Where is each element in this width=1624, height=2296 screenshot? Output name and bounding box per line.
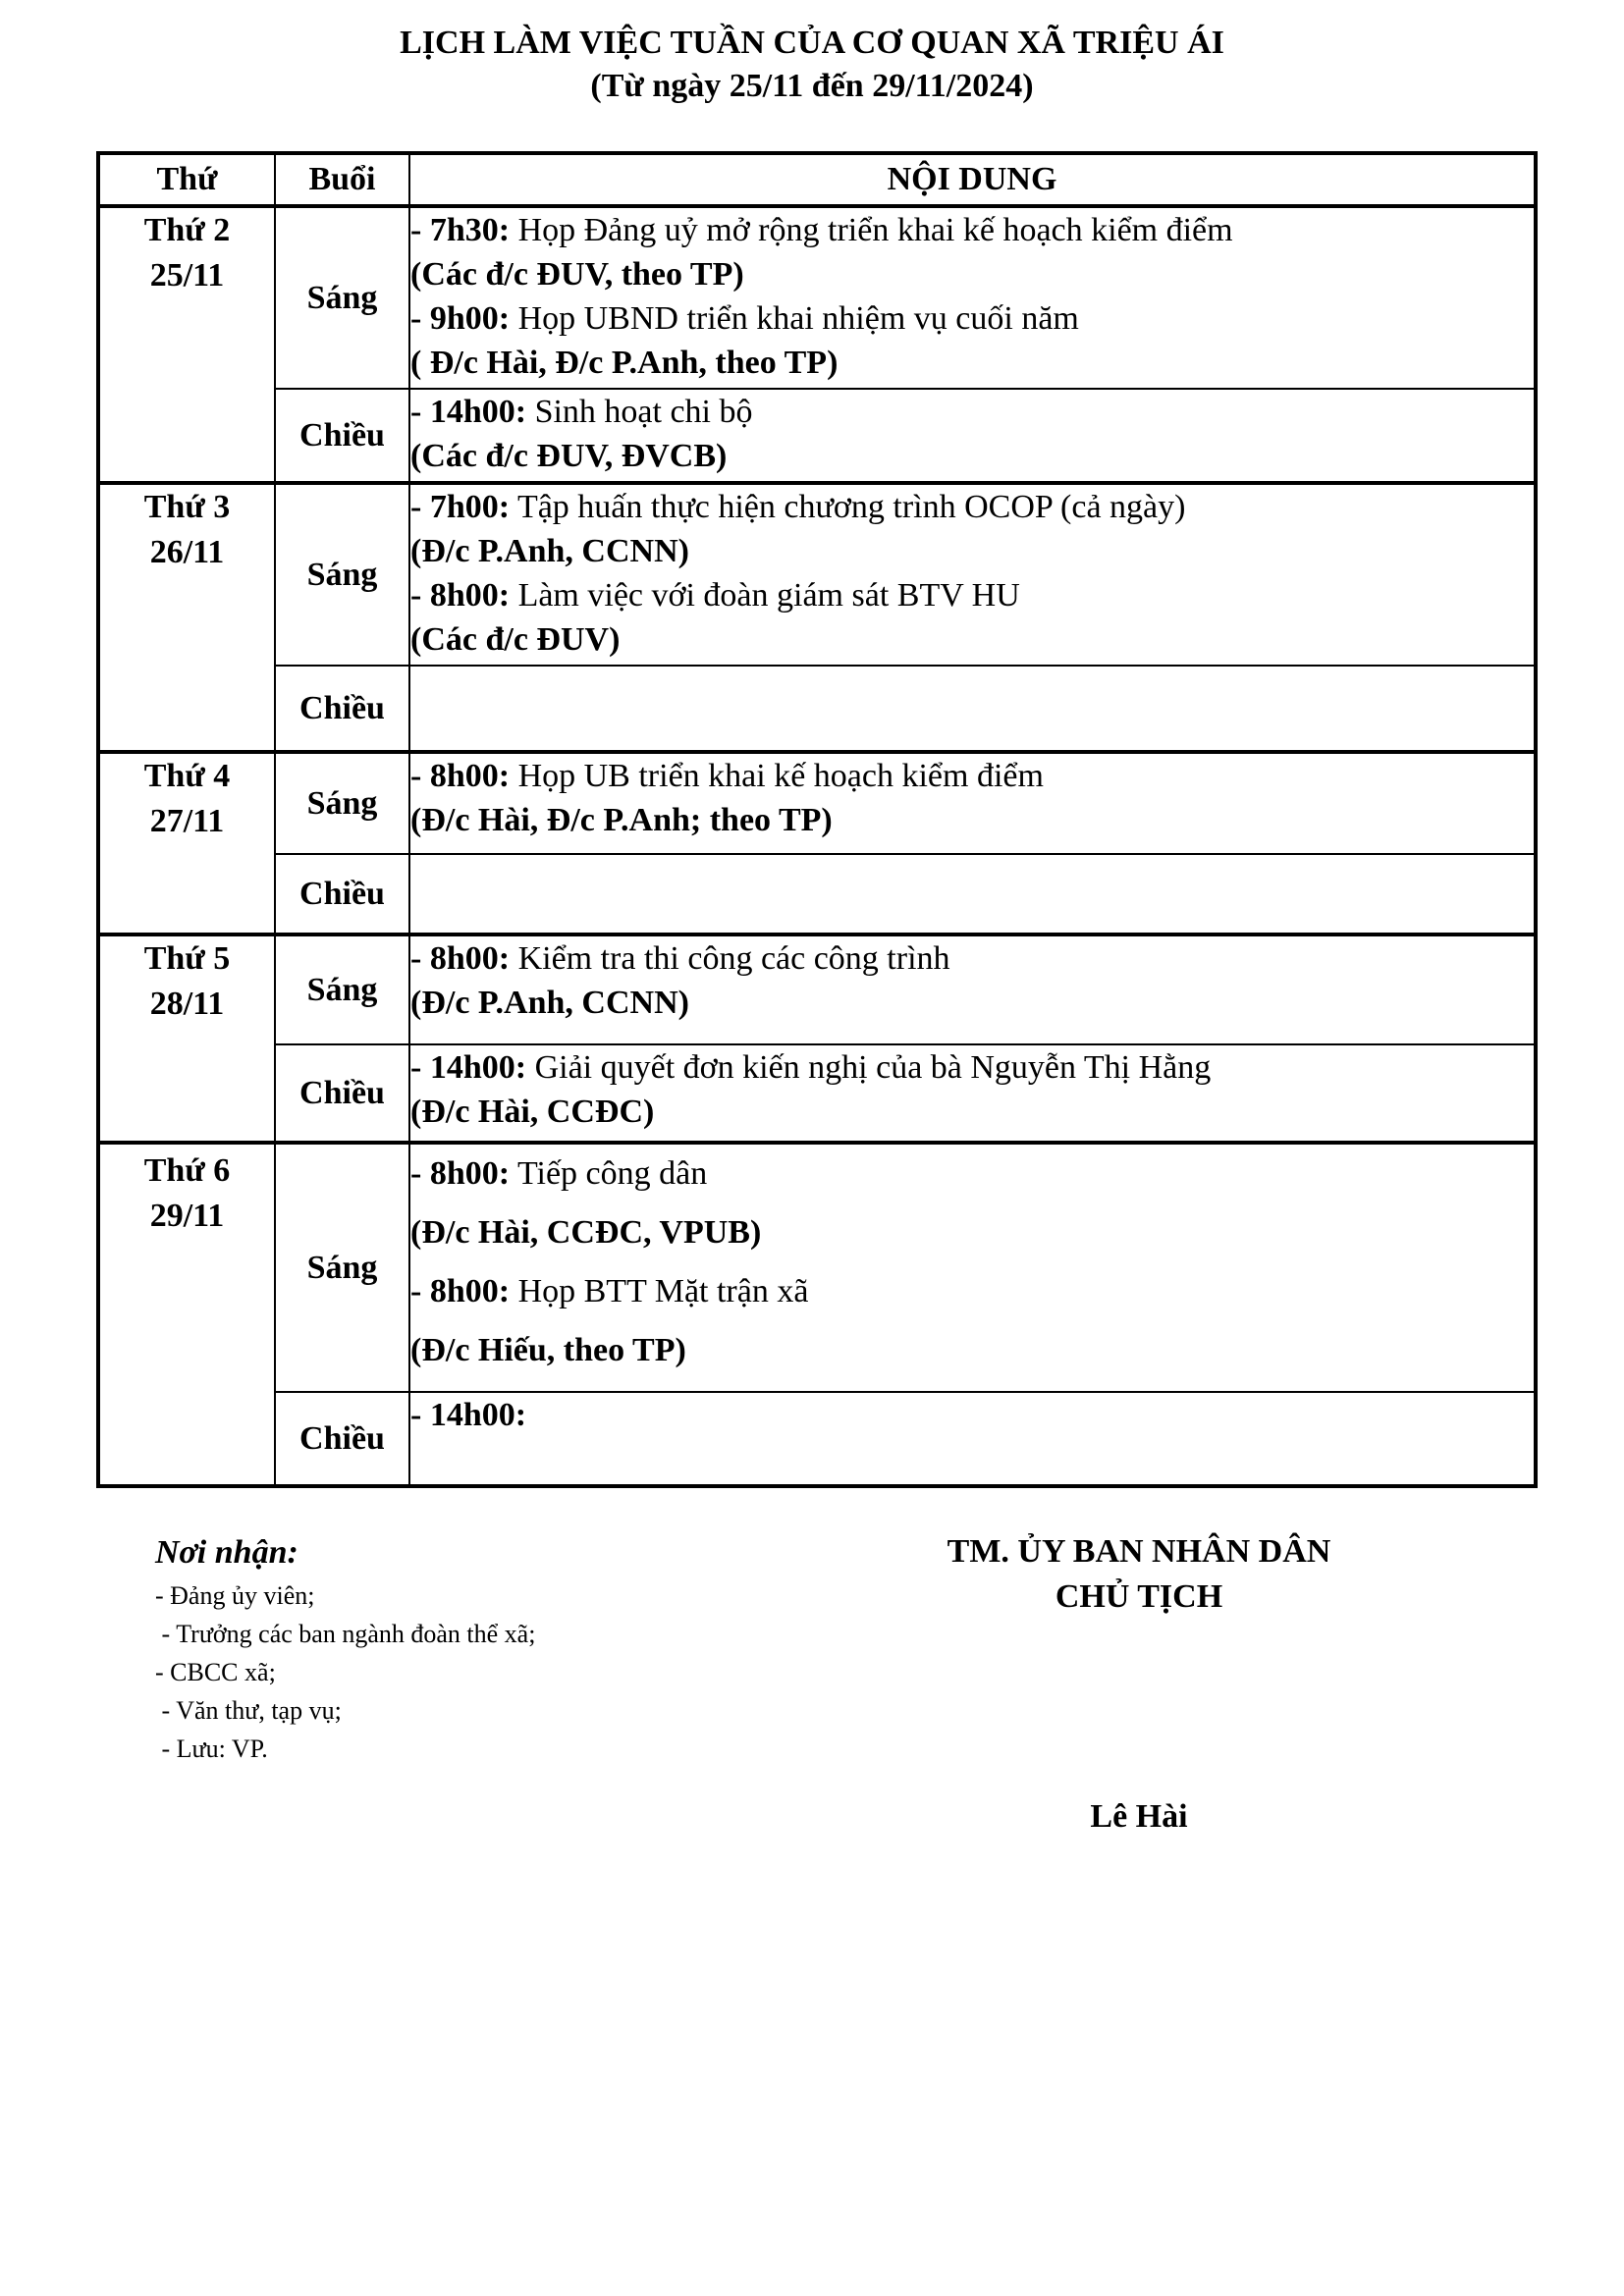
table-row	[98, 854, 1536, 934]
activity-time: - 8h00:	[410, 577, 511, 614]
schedule-table	[96, 151, 1538, 1488]
content-cell	[409, 483, 1536, 666]
content-cell-empty	[409, 854, 1536, 934]
activity-time: - 14h00:	[410, 1397, 527, 1433]
content-cell	[409, 934, 1536, 1044]
table-row	[98, 389, 1536, 483]
content-cell	[409, 752, 1536, 854]
recipients-title: Nơi nhận:	[155, 1534, 298, 1571]
activity-text: Kiểm tra thi công các công trình	[510, 940, 950, 977]
activity-participants: (Đ/c Hiếu, theo TP)	[410, 1332, 686, 1368]
activity-line	[410, 208, 1534, 252]
signature-org: TM. ỦY BAN NHÂN DÂN	[947, 1533, 1331, 1570]
session-cell: Chiều	[275, 666, 409, 752]
activity-text: Họp UBND triển khai nhiệm vụ cuối năm	[510, 300, 1079, 337]
activity-line	[410, 390, 1534, 434]
content-cell-empty	[409, 666, 1536, 752]
table-row	[98, 1044, 1536, 1143]
session-cell: Chiều	[275, 1392, 409, 1486]
day-cell	[98, 752, 275, 934]
activity-line	[410, 1045, 1534, 1090]
activity-text: Họp Đảng uỷ mở rộng triển khai kế hoạch kiểm điểm	[510, 212, 1233, 248]
activity-time: - 14h00:	[410, 1049, 527, 1086]
table-row	[98, 206, 1536, 389]
recipient-item: - Đảng ủy viên;	[155, 1581, 315, 1610]
table-row	[98, 1392, 1536, 1486]
signature-name: Lê Hài	[1090, 1798, 1188, 1835]
activity-line	[410, 754, 1534, 798]
activity-line	[410, 1393, 1534, 1437]
activity-time: - 8h00:	[410, 1155, 511, 1192]
content-cell	[409, 1044, 1536, 1143]
recipient-item: - Trưởng các ban ngành đoàn thể xã;	[155, 1620, 536, 1648]
day-cell	[98, 206, 275, 483]
table-row	[98, 1143, 1536, 1392]
day-name: Thứ 5	[143, 940, 231, 977]
day-date: 26/11	[149, 534, 225, 570]
session-cell: Sáng	[275, 206, 409, 389]
activity-text: Sinh hoạt chi bộ	[526, 394, 753, 430]
session-cell: Chiều	[275, 1044, 409, 1143]
activity-time: - 8h00:	[410, 758, 511, 794]
header-session: Buổi	[275, 153, 409, 206]
activity-text: Giải quyết đơn kiến nghị của bà Nguyễn Thị Hằng	[526, 1049, 1212, 1086]
recipient-item: - CBCC xã;	[155, 1658, 276, 1686]
header-day: Thứ	[98, 153, 275, 206]
day-name: Thứ 3	[143, 489, 231, 525]
session-cell: Sáng	[275, 934, 409, 1044]
signature-title: CHỦ TỊCH	[1055, 1578, 1223, 1615]
activity-text: Tiếp công dân	[510, 1155, 708, 1192]
activity-text: Họp BTT Mặt trận xã	[510, 1273, 809, 1309]
activity-participants: ( Đ/c Hài, Đ/c P.Anh, theo TP)	[410, 345, 839, 381]
session-cell: Sáng	[275, 483, 409, 666]
activity-participants: (Đ/c Hài, CCĐC)	[410, 1094, 655, 1130]
table-row	[98, 752, 1536, 854]
recipient-item: - Văn thư, tạp vụ;	[155, 1696, 342, 1725]
activity-participants: (Các đ/c ĐUV, ĐVCB)	[410, 438, 728, 474]
table-row	[98, 483, 1536, 666]
table-row	[98, 666, 1536, 752]
document-date-range: (Từ ngày 25/11 đến 29/11/2024)	[590, 68, 1034, 104]
day-name: Thứ 6	[143, 1152, 231, 1189]
activity-line	[410, 485, 1534, 529]
activity-time: - 8h00:	[410, 940, 511, 977]
activity-time: - 14h00:	[410, 394, 527, 430]
activity-participants: (Đ/c P.Anh, CCNN)	[410, 533, 689, 569]
document-title: LỊCH LÀM VIỆC TUẦN CỦA CƠ QUAN XÃ TRIỆU ÁI	[400, 25, 1224, 61]
activity-line	[410, 1145, 1534, 1203]
activity-participants: (Đ/c P.Anh, CCNN)	[410, 985, 689, 1021]
table-header-row	[98, 153, 1536, 206]
session-cell: Sáng	[275, 1143, 409, 1392]
session-cell: Chiều	[275, 854, 409, 934]
activity-line	[410, 296, 1534, 341]
day-cell	[98, 934, 275, 1143]
header-content: NỘI DUNG	[409, 153, 1536, 206]
day-date: 27/11	[149, 803, 225, 839]
content-cell	[409, 206, 1536, 389]
activity-participants: (Các đ/c ĐUV, theo TP)	[410, 256, 744, 293]
session-cell: Chiều	[275, 389, 409, 483]
activity-time: - 8h00:	[410, 1273, 511, 1309]
recipient-item: - Lưu: VP.	[155, 1735, 268, 1763]
activity-line	[410, 573, 1534, 617]
activity-participants: (Đ/c Hài, Đ/c P.Anh; theo TP)	[410, 802, 833, 838]
content-cell	[409, 389, 1536, 483]
day-date: 25/11	[149, 257, 225, 294]
day-name: Thứ 4	[143, 758, 231, 794]
day-cell	[98, 1143, 275, 1486]
table-row	[98, 934, 1536, 1044]
content-cell	[409, 1143, 1536, 1392]
content-cell	[409, 1392, 1536, 1486]
activity-participants: (Đ/c Hài, CCĐC, VPUB)	[410, 1214, 762, 1251]
activity-time: - 7h00:	[410, 489, 511, 525]
activity-text: Tập huấn thực hiện chương trình OCOP (cả ngày)	[510, 489, 1186, 525]
day-cell	[98, 483, 275, 752]
activity-text: Làm việc với đoàn giám sát BTV HU	[510, 577, 1020, 614]
activity-line	[410, 1262, 1534, 1321]
activity-line	[410, 936, 1534, 981]
recipients-list	[155, 1576, 535, 1768]
day-date: 28/11	[149, 986, 225, 1022]
activity-text: Họp UB triển khai kế hoạch kiểm điểm	[510, 758, 1044, 794]
activity-participants: (Các đ/c ĐUV)	[410, 621, 621, 658]
activity-time: - 9h00:	[410, 300, 511, 337]
day-date: 29/11	[149, 1198, 225, 1234]
session-cell: Sáng	[275, 752, 409, 854]
activity-time: - 7h30:	[410, 212, 511, 248]
day-name: Thứ 2	[143, 212, 231, 248]
